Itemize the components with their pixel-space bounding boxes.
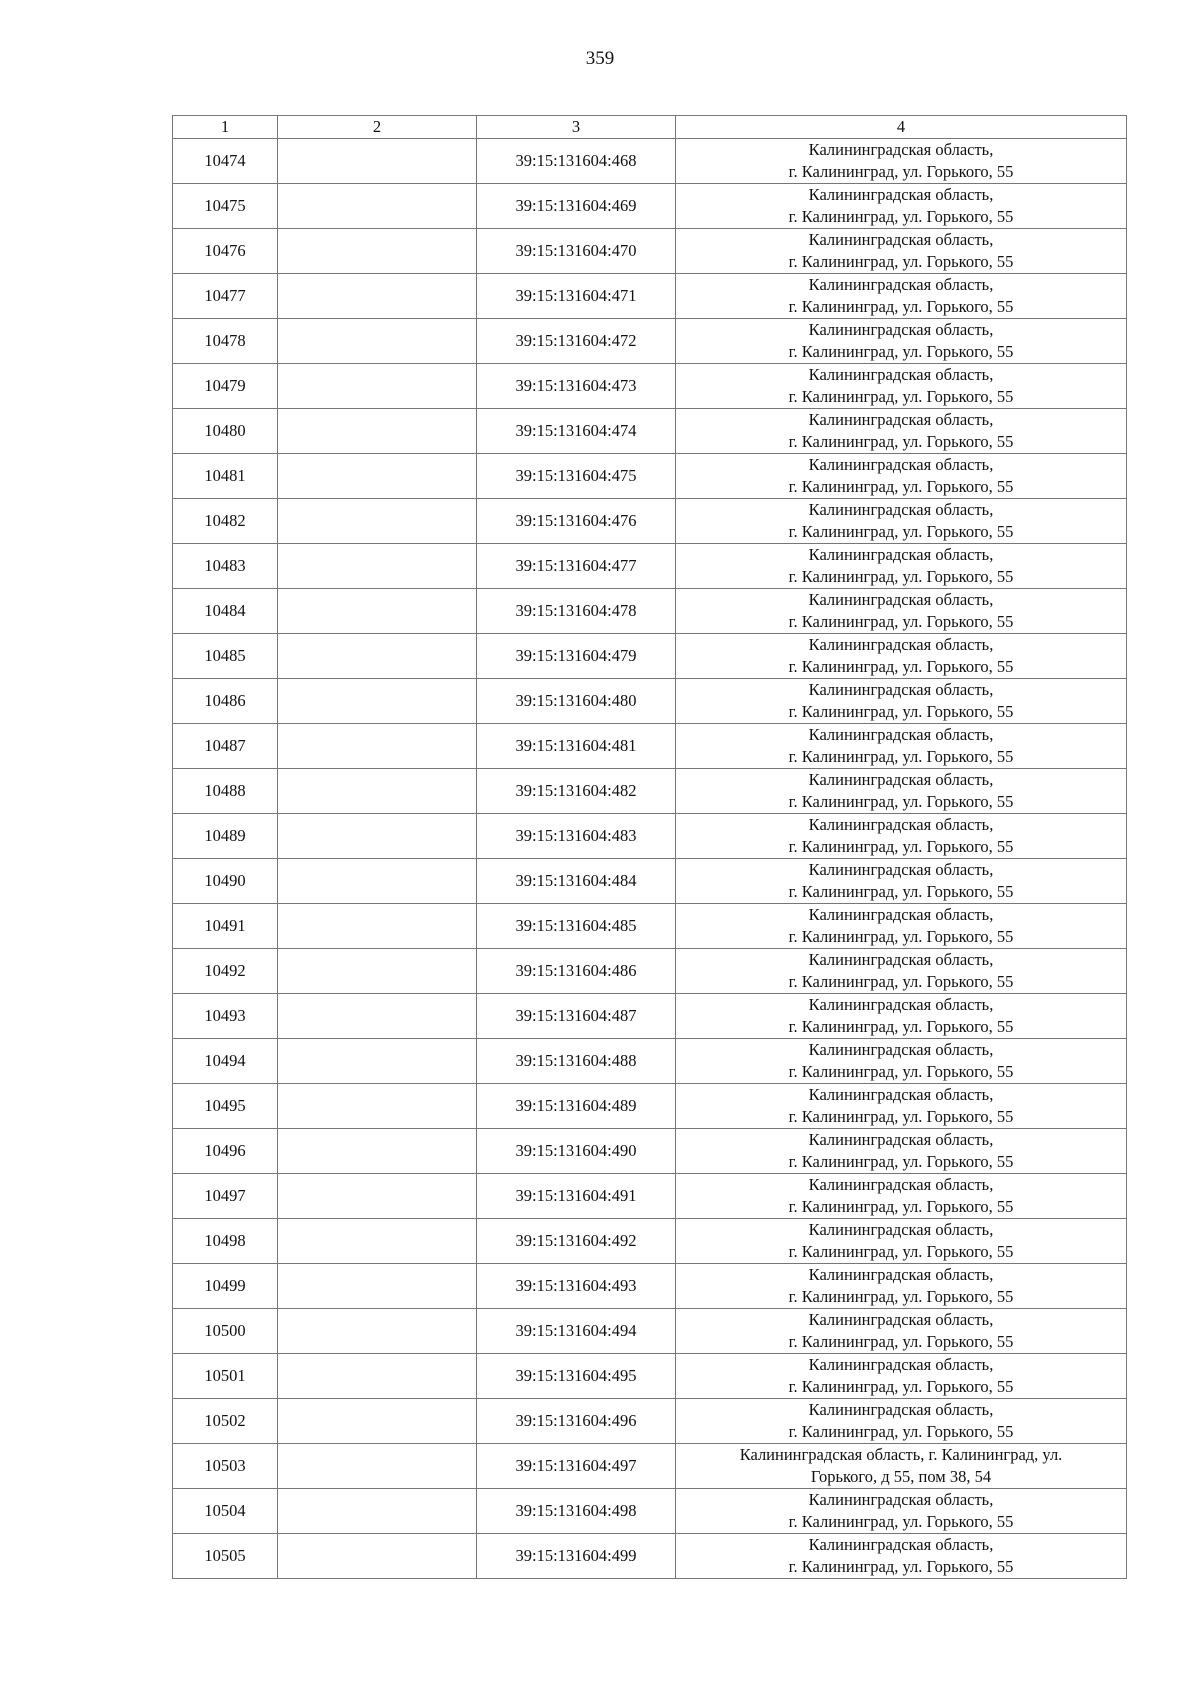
address-line-2: г. Калининград, ул. Горького, 55	[788, 1062, 1014, 1081]
empty-cell	[278, 319, 477, 364]
address-line-1: Калининградская область,	[808, 770, 994, 789]
address-cell	[676, 994, 1127, 1039]
row-number-cell: 10474	[173, 139, 278, 184]
address-line-2: г. Калининград, ул. Горького, 55	[788, 162, 1014, 181]
table-row	[173, 1174, 1127, 1219]
address-cell	[676, 184, 1127, 229]
row-number-cell: 10493	[173, 994, 278, 1039]
page-number: 359	[585, 48, 615, 69]
address-line-1: Калининградская область,	[808, 1535, 994, 1554]
table-row	[173, 1309, 1127, 1354]
address-cell	[676, 1174, 1127, 1219]
empty-cell	[278, 589, 477, 634]
address-line-2: г. Калининград, ул. Горького, 55	[788, 927, 1014, 946]
address-cell	[676, 1489, 1127, 1534]
table-row	[173, 904, 1127, 949]
cadastral-number-cell: 39:15:131604:499	[477, 1534, 676, 1579]
address-line-1: Калининградская область,	[808, 860, 994, 879]
cadastral-number-cell: 39:15:131604:489	[477, 1084, 676, 1129]
table-row	[173, 499, 1127, 544]
cadastral-number-cell: 39:15:131604:487	[477, 994, 676, 1039]
table-body	[173, 139, 1127, 1579]
empty-cell	[278, 1264, 477, 1309]
row-number-cell: 10487	[173, 724, 278, 769]
row-number-cell: 10482	[173, 499, 278, 544]
cadastral-number-cell: 39:15:131604:486	[477, 949, 676, 994]
empty-cell	[278, 724, 477, 769]
row-number-cell: 10490	[173, 859, 278, 904]
address-cell	[676, 904, 1127, 949]
empty-cell	[278, 1174, 477, 1219]
address-cell	[676, 724, 1127, 769]
address-line-2: г. Калининград, ул. Горького, 55	[788, 747, 1014, 766]
address-line-2: г. Калининград, ул. Горького, 55	[788, 1287, 1014, 1306]
table-row	[173, 949, 1127, 994]
cadastral-number-cell: 39:15:131604:477	[477, 544, 676, 589]
empty-cell	[278, 274, 477, 319]
address-line-2: г. Калининград, ул. Горького, 55	[788, 972, 1014, 991]
address-cell	[676, 859, 1127, 904]
cadastral-number-cell: 39:15:131604:468	[477, 139, 676, 184]
address-line-1: Калининградская область,	[808, 905, 994, 924]
empty-cell	[278, 139, 477, 184]
cadastral-number-cell: 39:15:131604:480	[477, 679, 676, 724]
address-cell	[676, 1219, 1127, 1264]
empty-cell	[278, 499, 477, 544]
table-row	[173, 814, 1127, 859]
empty-cell	[278, 994, 477, 1039]
table-row	[173, 544, 1127, 589]
table-row	[173, 1129, 1127, 1174]
empty-cell	[278, 1309, 477, 1354]
empty-cell	[278, 364, 477, 409]
address-line-1: Калининградская область,	[808, 410, 994, 429]
table-row	[173, 769, 1127, 814]
empty-cell	[278, 1039, 477, 1084]
empty-cell	[278, 409, 477, 454]
address-cell	[676, 274, 1127, 319]
address-line-2: г. Калининград, ул. Горького, 55	[788, 477, 1014, 496]
address-cell	[676, 1399, 1127, 1444]
table-row	[173, 1444, 1127, 1489]
address-cell	[676, 229, 1127, 274]
address-line-2: г. Калининград, ул. Горького, 55	[788, 1197, 1014, 1216]
address-cell	[676, 1264, 1127, 1309]
address-line-1: Калининградская область,	[808, 815, 994, 834]
row-number-cell: 10501	[173, 1354, 278, 1399]
empty-cell	[278, 859, 477, 904]
row-number-cell: 10498	[173, 1219, 278, 1264]
address-cell	[676, 814, 1127, 859]
table-row	[173, 679, 1127, 724]
address-line-1: Калининградская область,	[808, 230, 994, 249]
row-number-cell: 10479	[173, 364, 278, 409]
cadastral-number-cell: 39:15:131604:475	[477, 454, 676, 499]
registry-table	[172, 115, 1127, 1579]
empty-cell	[278, 1444, 477, 1489]
address-line-2: г. Калининград, ул. Горького, 55	[788, 1152, 1014, 1171]
empty-cell	[278, 634, 477, 679]
empty-cell	[278, 1084, 477, 1129]
table-row	[173, 319, 1127, 364]
address-line-2: г. Калининград, ул. Горького, 55	[788, 1377, 1014, 1396]
row-number-cell: 10500	[173, 1309, 278, 1354]
row-number-cell: 10497	[173, 1174, 278, 1219]
address-line-1: Калининградская область, г. Калининград, ул.	[739, 1445, 1063, 1464]
address-cell	[676, 499, 1127, 544]
address-line-2: г. Калининград, ул. Горького, 55	[788, 1017, 1014, 1036]
address-cell	[676, 1039, 1127, 1084]
table-row	[173, 1399, 1127, 1444]
row-number-cell: 10485	[173, 634, 278, 679]
address-cell	[676, 1084, 1127, 1129]
row-number-cell: 10488	[173, 769, 278, 814]
cadastral-number-cell: 39:15:131604:483	[477, 814, 676, 859]
address-line-1: Калининградская область,	[808, 995, 994, 1014]
address-line-1: Калининградская область,	[808, 1040, 994, 1059]
cadastral-number-cell: 39:15:131604:497	[477, 1444, 676, 1489]
table-row	[173, 994, 1127, 1039]
address-line-1: Калининградская область,	[808, 590, 994, 609]
address-line-2: г. Калининград, ул. Горького, 55	[788, 1557, 1014, 1576]
cadastral-number-cell: 39:15:131604:494	[477, 1309, 676, 1354]
address-cell	[676, 544, 1127, 589]
cadastral-number-cell: 39:15:131604:481	[477, 724, 676, 769]
row-number-cell: 10486	[173, 679, 278, 724]
address-line-1: Калининградская область,	[808, 140, 994, 159]
header-col-3: 3	[477, 116, 676, 139]
cadastral-number-cell: 39:15:131604:496	[477, 1399, 676, 1444]
address-cell	[676, 589, 1127, 634]
table-row	[173, 1084, 1127, 1129]
address-cell	[676, 1129, 1127, 1174]
cadastral-number-cell: 39:15:131604:478	[477, 589, 676, 634]
empty-cell	[278, 1354, 477, 1399]
row-number-cell: 10476	[173, 229, 278, 274]
empty-cell	[278, 454, 477, 499]
cadastral-number-cell: 39:15:131604:495	[477, 1354, 676, 1399]
address-cell	[676, 679, 1127, 724]
empty-cell	[278, 544, 477, 589]
address-cell	[676, 1444, 1127, 1489]
address-cell	[676, 1309, 1127, 1354]
cadastral-number-cell: 39:15:131604:491	[477, 1174, 676, 1219]
cadastral-number-cell: 39:15:131604:472	[477, 319, 676, 364]
address-line-1: Калининградская область,	[808, 1490, 994, 1509]
table-row	[173, 724, 1127, 769]
empty-cell	[278, 1129, 477, 1174]
row-number-cell: 10505	[173, 1534, 278, 1579]
cadastral-number-cell: 39:15:131604:469	[477, 184, 676, 229]
address-line-1: Калининградская область,	[808, 1310, 994, 1329]
address-cell	[676, 454, 1127, 499]
empty-cell	[278, 1534, 477, 1579]
header-col-4: 4	[676, 116, 1127, 139]
address-line-1: Калининградская область,	[808, 500, 994, 519]
table-row	[173, 589, 1127, 634]
address-cell	[676, 949, 1127, 994]
cadastral-number-cell: 39:15:131604:473	[477, 364, 676, 409]
cadastral-number-cell: 39:15:131604:479	[477, 634, 676, 679]
address-line-2: г. Калининград, ул. Горького, 55	[788, 522, 1014, 541]
address-cell	[676, 1354, 1127, 1399]
address-line-1: Калининградская область,	[808, 320, 994, 339]
address-line-2: г. Калининград, ул. Горького, 55	[788, 882, 1014, 901]
empty-cell	[278, 1219, 477, 1264]
cadastral-number-cell: 39:15:131604:476	[477, 499, 676, 544]
row-number-cell: 10494	[173, 1039, 278, 1084]
table-row	[173, 1264, 1127, 1309]
empty-cell	[278, 679, 477, 724]
address-line-2: г. Калининград, ул. Горького, 55	[788, 1107, 1014, 1126]
address-line-1: Калининградская область,	[808, 365, 994, 384]
row-number-cell: 10495	[173, 1084, 278, 1129]
cadastral-number-cell: 39:15:131604:471	[477, 274, 676, 319]
table-row	[173, 634, 1127, 679]
table-row	[173, 139, 1127, 184]
row-number-cell: 10475	[173, 184, 278, 229]
address-line-2: г. Калининград, ул. Горького, 55	[788, 387, 1014, 406]
address-line-1: Калининградская область,	[808, 185, 994, 204]
address-line-1: Калининградская область,	[808, 1130, 994, 1149]
table-row	[173, 409, 1127, 454]
address-line-2: г. Калининград, ул. Горького, 55	[788, 1242, 1014, 1261]
cadastral-number-cell: 39:15:131604:482	[477, 769, 676, 814]
address-line-1: Калининградская область,	[808, 950, 994, 969]
row-number-cell: 10504	[173, 1489, 278, 1534]
address-line-1: Калининградская область,	[808, 635, 994, 654]
empty-cell	[278, 229, 477, 274]
table-row	[173, 1354, 1127, 1399]
address-line-1: Калининградская область,	[808, 725, 994, 744]
address-line-2: г. Калининград, ул. Горького, 55	[788, 837, 1014, 856]
address-line-1: Калининградская область,	[808, 680, 994, 699]
address-line-2: г. Калининград, ул. Горького, 55	[788, 342, 1014, 361]
address-line-1: Калининградская область,	[808, 1085, 994, 1104]
empty-cell	[278, 184, 477, 229]
row-number-cell: 10478	[173, 319, 278, 364]
row-number-cell: 10502	[173, 1399, 278, 1444]
address-line-1: Калининградская область,	[808, 545, 994, 564]
row-number-cell: 10477	[173, 274, 278, 319]
row-number-cell: 10489	[173, 814, 278, 859]
table-header	[173, 116, 1127, 139]
cadastral-number-cell: 39:15:131604:484	[477, 859, 676, 904]
cadastral-number-cell: 39:15:131604:488	[477, 1039, 676, 1084]
cadastral-number-cell: 39:15:131604:493	[477, 1264, 676, 1309]
table-row	[173, 184, 1127, 229]
cadastral-number-cell: 39:15:131604:498	[477, 1489, 676, 1534]
header-col-2: 2	[278, 116, 477, 139]
row-number-cell: 10491	[173, 904, 278, 949]
address-line-1: Калининградская область,	[808, 1400, 994, 1419]
address-line-2: г. Калининград, ул. Горького, 55	[788, 657, 1014, 676]
empty-cell	[278, 814, 477, 859]
table-row	[173, 229, 1127, 274]
row-number-cell: 10480	[173, 409, 278, 454]
address-line-1: Калининградская область,	[808, 1175, 994, 1194]
address-line-2: г. Калининград, ул. Горького, 55	[788, 567, 1014, 586]
address-line-1: Калининградская область,	[808, 1265, 994, 1284]
table-row	[173, 1039, 1127, 1084]
cadastral-number-cell: 39:15:131604:470	[477, 229, 676, 274]
empty-cell	[278, 949, 477, 994]
row-number-cell: 10484	[173, 589, 278, 634]
empty-cell	[278, 1489, 477, 1534]
empty-cell	[278, 904, 477, 949]
address-cell	[676, 139, 1127, 184]
row-number-cell: 10499	[173, 1264, 278, 1309]
address-line-1: Калининградская область,	[808, 1220, 994, 1239]
empty-cell	[278, 769, 477, 814]
table-row	[173, 364, 1127, 409]
address-cell	[676, 319, 1127, 364]
row-number-cell: 10481	[173, 454, 278, 499]
cadastral-number-cell: 39:15:131604:490	[477, 1129, 676, 1174]
address-line-2: г. Калининград, ул. Горького, 55	[788, 297, 1014, 316]
row-number-cell: 10492	[173, 949, 278, 994]
table-row	[173, 1534, 1127, 1579]
row-number-cell: 10483	[173, 544, 278, 589]
header-row	[173, 116, 1127, 139]
address-line-1: Калининградская область,	[808, 1355, 994, 1374]
address-line-2: г. Калининград, ул. Горького, 55	[788, 1332, 1014, 1351]
empty-cell	[278, 1399, 477, 1444]
address-cell	[676, 1534, 1127, 1579]
address-line-1: Калининградская область,	[808, 455, 994, 474]
address-cell	[676, 634, 1127, 679]
table-row	[173, 859, 1127, 904]
address-line-1: Калининградская область,	[808, 275, 994, 294]
row-number-cell: 10496	[173, 1129, 278, 1174]
cadastral-number-cell: 39:15:131604:485	[477, 904, 676, 949]
address-line-2: г. Калининград, ул. Горького, 55	[788, 1422, 1014, 1441]
address-line-2: г. Калининград, ул. Горького, 55	[788, 207, 1014, 226]
table-row	[173, 454, 1127, 499]
address-line-2: г. Калининград, ул. Горького, 55	[788, 252, 1014, 271]
address-line-2: г. Калининград, ул. Горького, 55	[788, 702, 1014, 721]
table-row	[173, 1219, 1127, 1264]
table-row	[173, 274, 1127, 319]
cadastral-number-cell: 39:15:131604:474	[477, 409, 676, 454]
address-line-2: г. Калининград, ул. Горького, 55	[788, 432, 1014, 451]
address-line-2: г. Калининград, ул. Горького, 55	[788, 612, 1014, 631]
address-line-2: г. Калининград, ул. Горького, 55	[788, 792, 1014, 811]
header-col-1: 1	[173, 116, 278, 139]
address-line-2: г. Калининград, ул. Горького, 55	[788, 1512, 1014, 1531]
row-number-cell: 10503	[173, 1444, 278, 1489]
address-cell	[676, 769, 1127, 814]
table-row	[173, 1489, 1127, 1534]
address-cell	[676, 364, 1127, 409]
address-cell	[676, 409, 1127, 454]
address-line-2: Горького, д 55, пом 38, 54	[810, 1467, 992, 1486]
cadastral-number-cell: 39:15:131604:492	[477, 1219, 676, 1264]
